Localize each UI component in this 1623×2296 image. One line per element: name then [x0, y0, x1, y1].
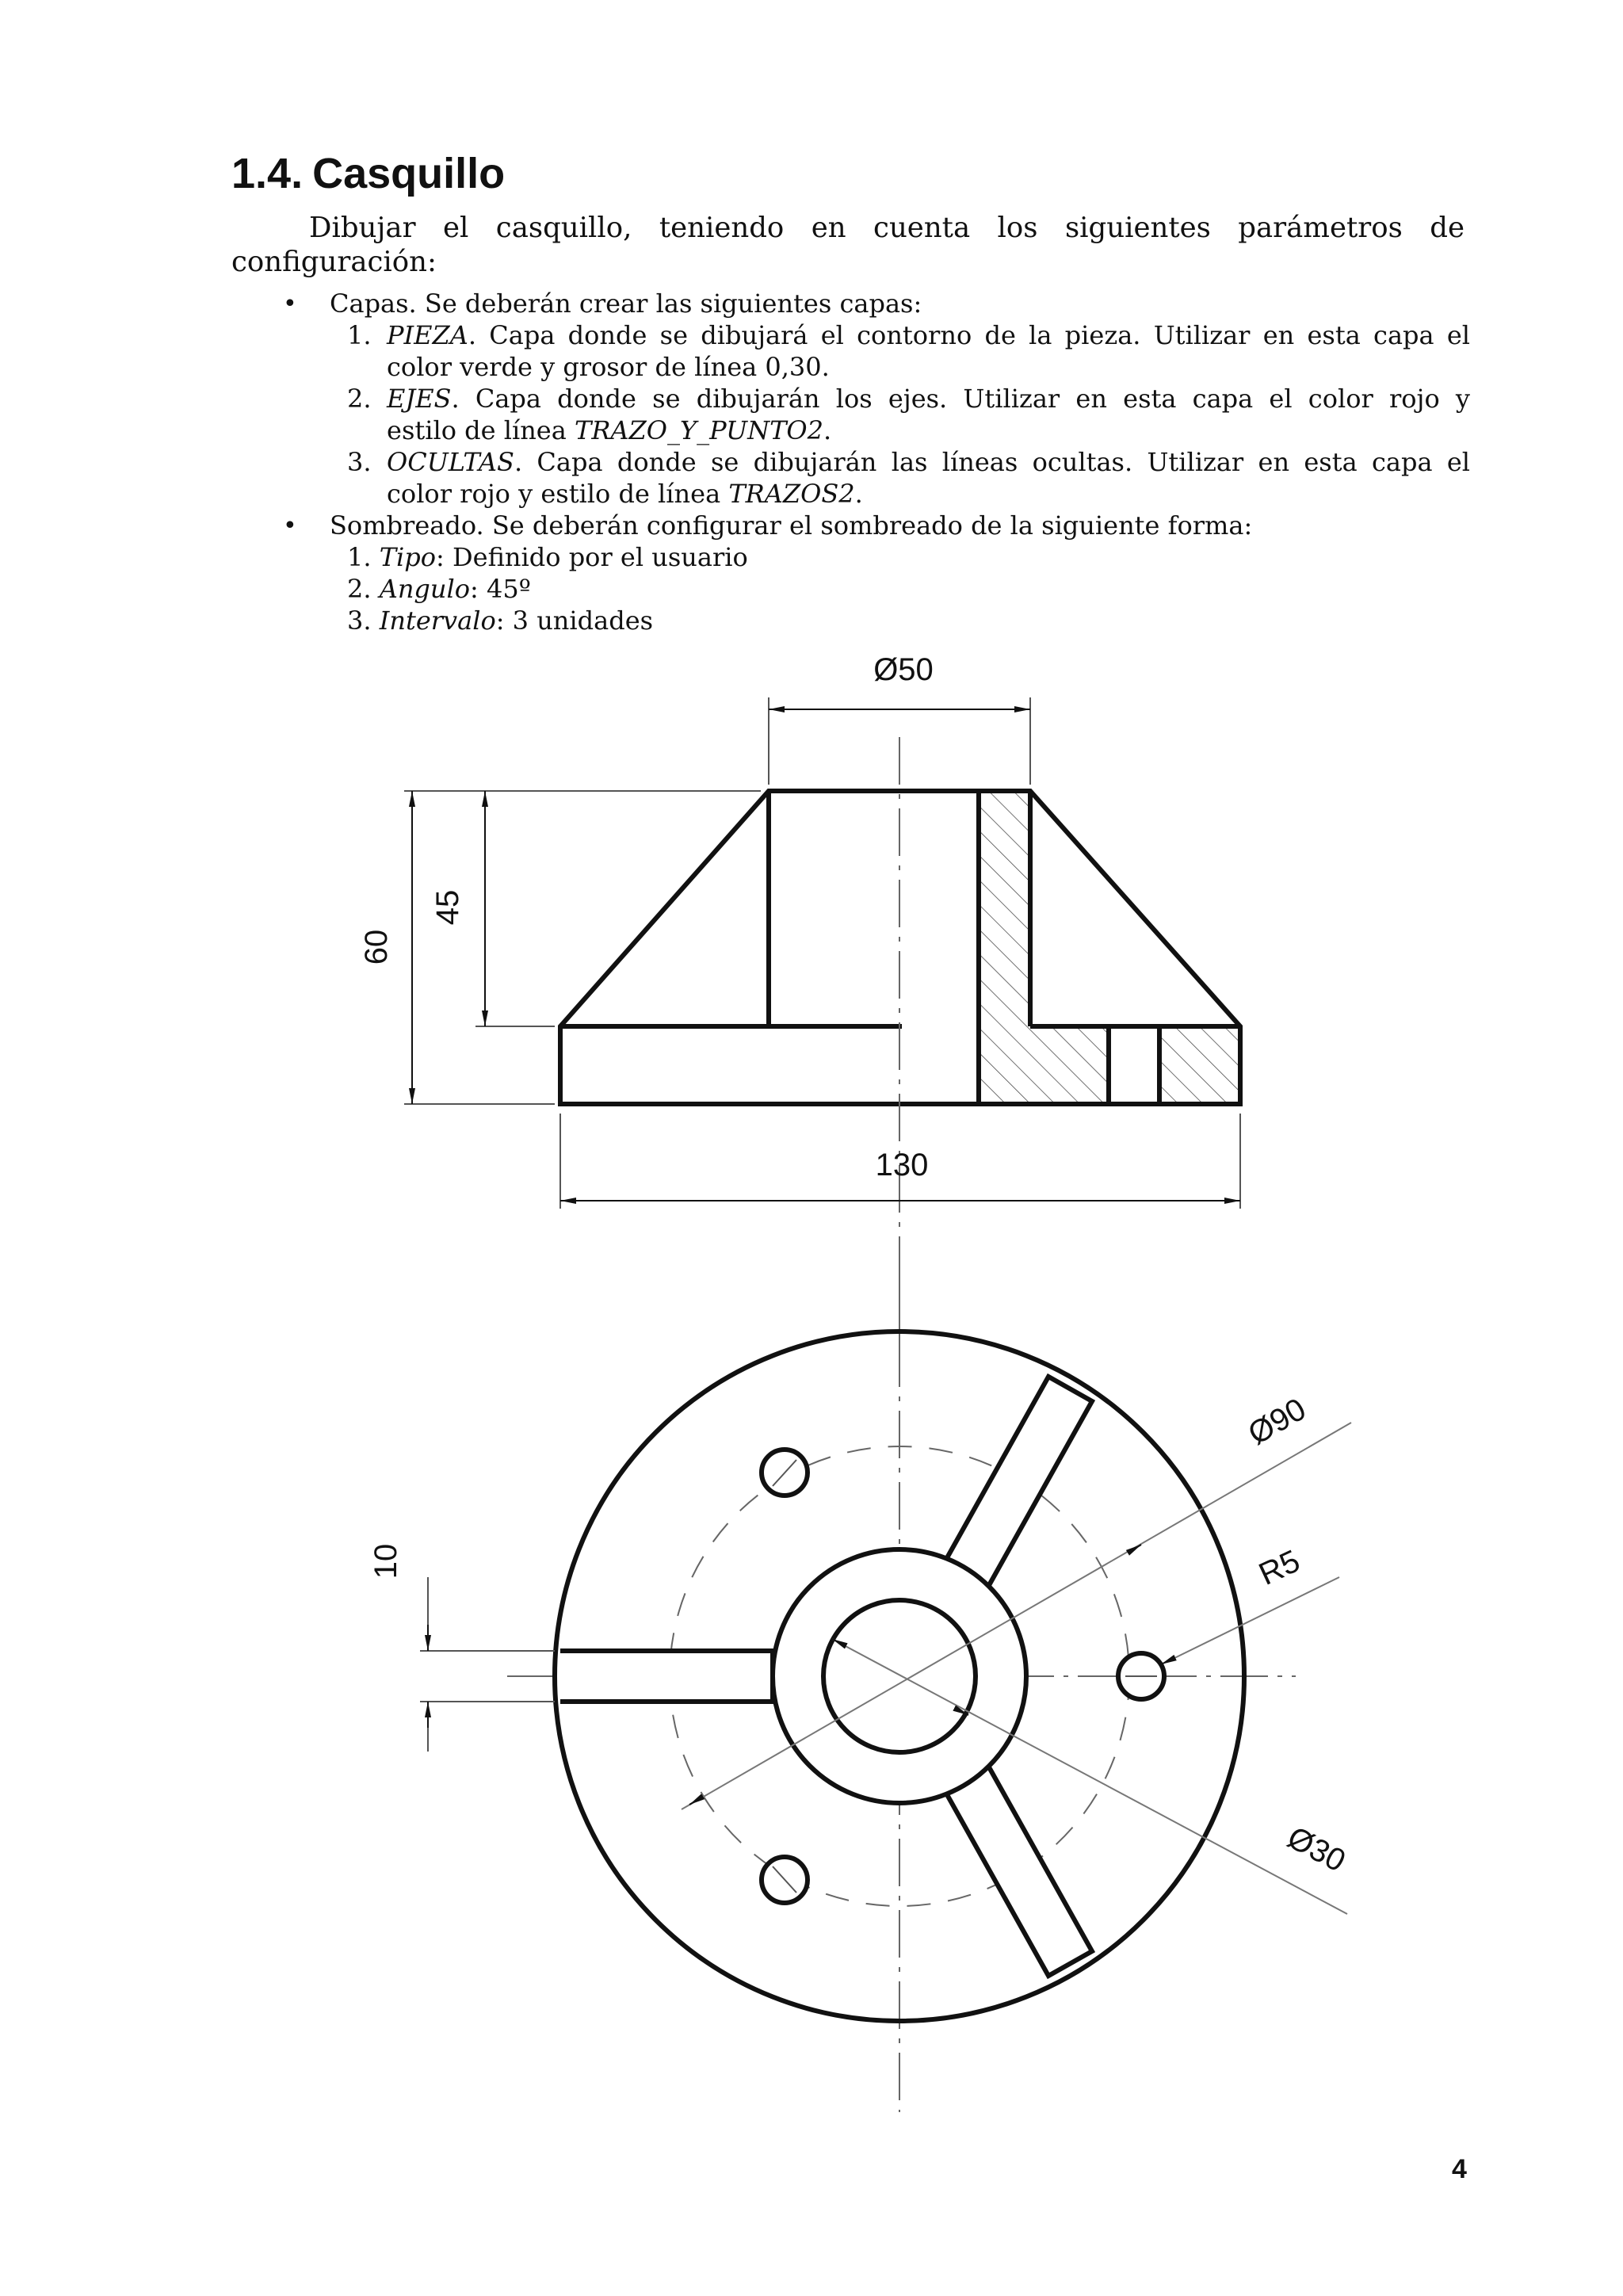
slot-upper-right: [945, 1377, 1092, 1587]
capas-item-3-name: OCULTAS: [387, 447, 514, 477]
capas-bullet-text: Capas. Se deberán crear las siguientes capas:: [330, 288, 922, 319]
top-view: [507, 1268, 1296, 2112]
dim-height-total: 60: [359, 929, 394, 965]
dim-outer-diameter: Ø90: [1242, 1391, 1312, 1452]
dim-height-cone: 45: [430, 889, 465, 926]
section-title: Casquillo: [312, 150, 506, 197]
capas-item-2-name: EJES: [387, 384, 452, 414]
page-number: 4: [1452, 2154, 1467, 2184]
dim-top-diameter: Ø50: [873, 652, 934, 687]
bullet-dot: •: [283, 290, 297, 318]
sombreado-bullet-text: Sombreado. Se deberán configurar el sombreado de la siguiente forma:: [330, 510, 1253, 541]
front-view: [560, 737, 1240, 1347]
capas-item-2-num: 2.: [347, 384, 372, 414]
slot-left: [560, 1651, 773, 1702]
sombreado-item-1: 1. Tipo: Definido por el usuario: [347, 542, 748, 572]
dim-hole-radius: R5: [1254, 1543, 1305, 1592]
capas-item-1-name: PIEZA: [387, 320, 468, 350]
capas-item-1-line2: color verde y grosor de línea 0,30.: [387, 352, 830, 382]
slot-lower-right: [945, 1766, 1092, 1976]
top-dimensions: [420, 1423, 1351, 1914]
intro-text: Dibujar el casquillo, teniendo en cuenta los siguientes parámetros de configuración:: [231, 212, 1465, 278]
section-number: 1.4.: [231, 150, 304, 197]
bullet-dot: •: [283, 512, 297, 540]
sombreado-item-2: 2. Angulo: 45º: [347, 574, 531, 604]
dim-bore-diameter: Ø30: [1281, 1820, 1351, 1879]
capas-item-3-num: 3.: [347, 447, 372, 477]
dim-slot-width: 10: [369, 1543, 403, 1580]
capas-item-3-line2: color rojo y estilo de línea TRAZOS2.: [387, 479, 863, 509]
capas-item-3-line1: OCULTAS. Capa donde se dibujarán las líneas ocultas. Utilizar en esta capa el: [387, 447, 1470, 477]
sombreado-item-3: 3. Intervalo: 3 unidades: [347, 606, 654, 636]
dim-width-total: 130: [875, 1148, 929, 1182]
capas-item-2-line1: EJES. Capa donde se dibujarán los ejes. Utilizar en esta capa el color rojo y: [387, 384, 1470, 414]
hub-circle: [773, 1549, 1026, 1803]
capas-item-1-num: 1.: [347, 320, 372, 350]
capas-item-1-line1: PIEZA. Capa donde se dibujará el contorno de la pieza. Utilizar en esta capa el: [387, 320, 1470, 350]
capas-item-2-line2: estilo de línea TRAZO_Y_PUNTO2.: [387, 415, 832, 445]
front-dimensions: [404, 697, 1240, 1209]
